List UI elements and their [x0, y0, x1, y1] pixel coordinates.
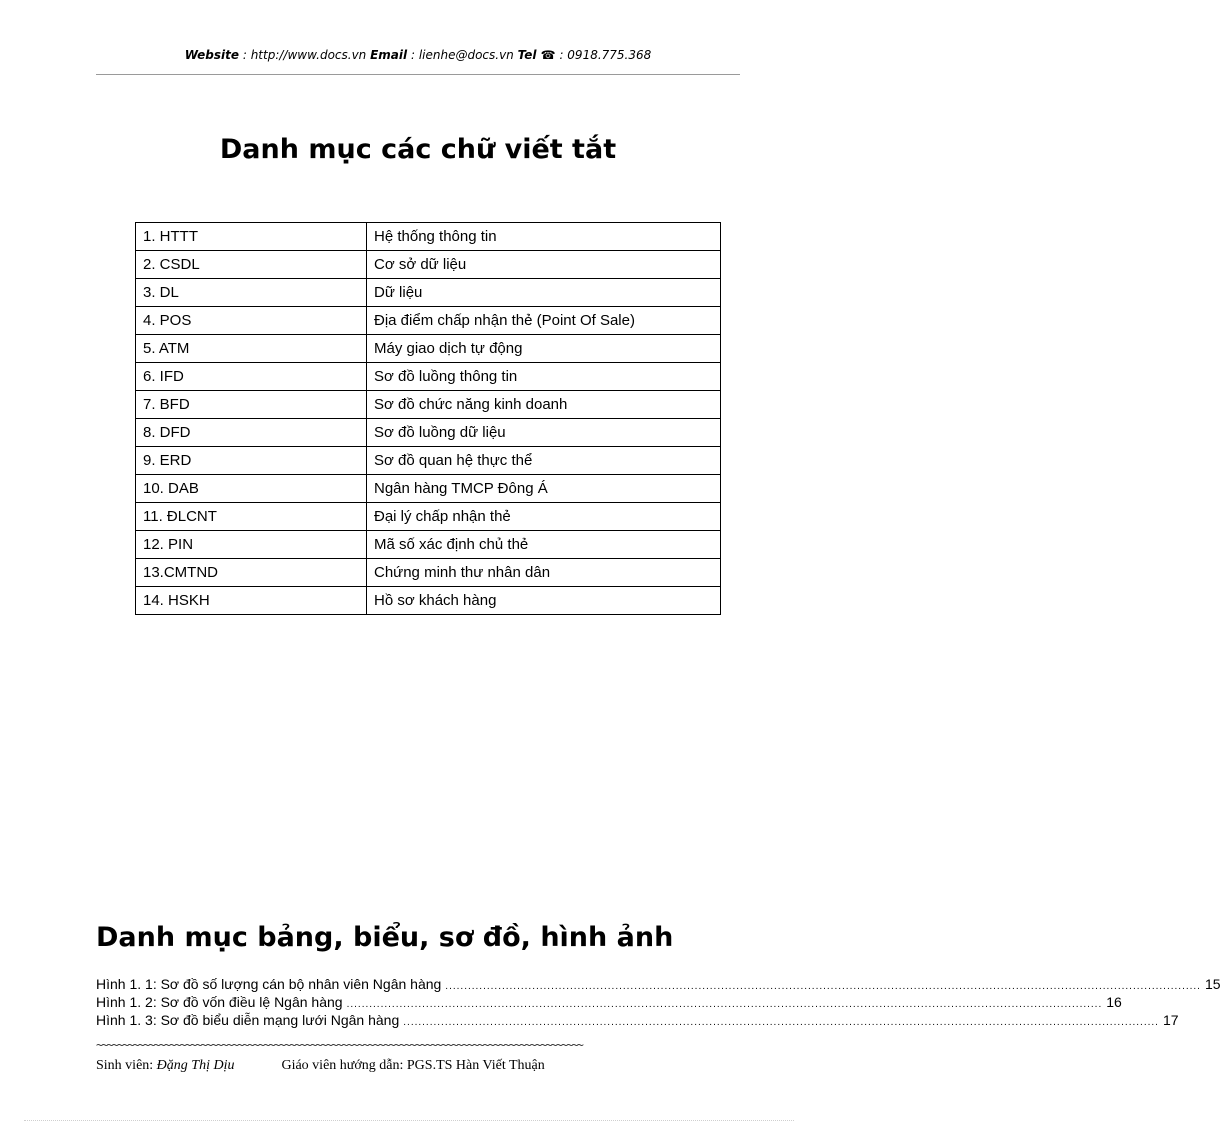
figures-title: Danh mục bảng, biểu, sơ đồ, hình ảnh: [96, 922, 674, 953]
abbreviation-cell: 3. DL: [136, 279, 367, 307]
student-label: Sinh viên:: [96, 1058, 154, 1073]
footer-divider: ~~~~~~~~~~~~~~~~~~~~~~~~~~~~~~~~~~~~~~~~~~~~~~~~~~~~~~~~~~~~~~~~~~~~~~~~~~~~~~~~~~~~~~~~~~~~~: [96, 1038, 582, 1052]
dot-leader: ........................................................................................................................................................................................................: [403, 1017, 1159, 1028]
table-row: [136, 559, 721, 587]
email-value: : lienhe@docs.vn: [407, 48, 518, 62]
table-row: [136, 223, 721, 251]
figure-page-number: 17: [1162, 1012, 1179, 1028]
figure-page-number: 15: [1204, 976, 1221, 992]
table-row: [136, 419, 721, 447]
table-row: [136, 251, 721, 279]
meaning-cell: Ngân hàng TMCP Đông Á: [367, 475, 721, 503]
figures-list: [96, 976, 1221, 1030]
abbreviation-cell: 9. ERD: [136, 447, 367, 475]
abbreviation-cell: 8. DFD: [136, 419, 367, 447]
abbreviation-cell: 10. DAB: [136, 475, 367, 503]
website-label: Website: [184, 48, 240, 62]
header-divider: [96, 74, 740, 75]
student-name: Đặng Thị Dịu: [156, 1058, 235, 1073]
table-row: [136, 503, 721, 531]
meaning-cell: Sơ đồ chức năng kinh doanh: [367, 391, 721, 419]
table-row: [136, 531, 721, 559]
figure-page-number: 16: [1106, 994, 1122, 1010]
table-row: [136, 363, 721, 391]
meaning-cell: Chứng minh thư nhân dân: [367, 559, 721, 587]
figure-label: Hình 1. 2: Sơ đồ vốn điều lệ Ngân hàng: [96, 994, 343, 1010]
dot-leader: ........................................................................................................................................................................................................: [445, 981, 1201, 992]
list-item[interactable]: [96, 1012, 1179, 1030]
meaning-cell: Cơ sở dữ liệu: [367, 251, 721, 279]
figure-label: Hình 1. 1: Sơ đồ số lượng cán bộ nhân viên Ngân hàng: [96, 976, 442, 992]
table-row: [136, 475, 721, 503]
tel-label: Tel ☎: [517, 48, 556, 62]
meaning-cell: Sơ đồ luồng thông tin: [367, 363, 721, 391]
abbreviation-cell: 7. BFD: [136, 391, 367, 419]
page-footer: [96, 1058, 545, 1074]
table-row: [136, 391, 721, 419]
abbreviation-cell: 12. PIN: [136, 531, 367, 559]
meaning-cell: Hồ sơ khách hàng: [367, 587, 721, 615]
advisor-label: Giáo viên hướng dẫn:: [281, 1058, 404, 1073]
table-row: [136, 335, 721, 363]
advisor-name: PGS.TS Hàn Viết Thuận: [406, 1058, 545, 1073]
meaning-cell: Mã số xác định chủ thẻ: [367, 531, 721, 559]
figure-label: Hình 1. 3: Sơ đồ biểu diễn mạng lưới Ngân hàng: [96, 1012, 400, 1028]
abbreviations-table: [135, 222, 721, 615]
abbreviation-cell: 11. ĐLCNT: [136, 503, 367, 531]
abbreviation-cell: 5. ATM: [136, 335, 367, 363]
abbreviation-cell: 4. POS: [136, 307, 367, 335]
abbreviation-cell: 6. IFD: [136, 363, 367, 391]
abbreviations-title: Danh mục các chữ viết tắt: [219, 134, 617, 165]
table-row: [136, 587, 721, 615]
table-row: [136, 307, 721, 335]
meaning-cell: Dữ liệu: [367, 279, 721, 307]
meaning-cell: Hệ thống thông tin: [367, 223, 721, 251]
meaning-cell: Máy giao dịch tự động: [367, 335, 721, 363]
meaning-cell: Đại lý chấp nhận thẻ: [367, 503, 721, 531]
tel-value: : 0918.775.368: [555, 48, 652, 62]
table-row: [136, 279, 721, 307]
page-header: [96, 48, 740, 62]
website-value: : http://www.docs.vn: [239, 48, 371, 62]
abbreviation-cell: 13.CMTND: [136, 559, 367, 587]
list-item[interactable]: [96, 994, 1122, 1012]
list-item[interactable]: [96, 976, 1221, 994]
page-bottom-border: [24, 1120, 794, 1121]
email-label: Email: [370, 48, 408, 62]
table-row: [136, 447, 721, 475]
meaning-cell: Sơ đồ luồng dữ liệu: [367, 419, 721, 447]
meaning-cell: Sơ đồ quan hệ thực thể: [367, 447, 721, 475]
abbreviation-cell: 1. HTTT: [136, 223, 367, 251]
dot-leader: ........................................................................................................................................................................................................: [346, 999, 1103, 1010]
meaning-cell: Địa điểm chấp nhận thẻ (Point Of Sale): [367, 307, 721, 335]
abbreviation-cell: 14. HSKH: [136, 587, 367, 615]
abbreviation-cell: 2. CSDL: [136, 251, 367, 279]
